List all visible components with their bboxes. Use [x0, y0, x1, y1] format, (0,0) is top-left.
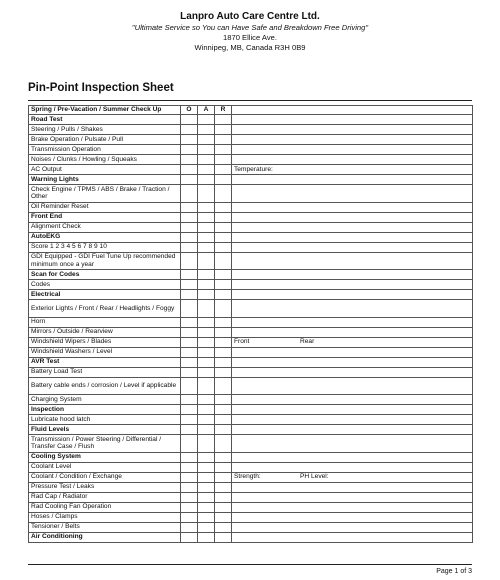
note-label: PH Level: [300, 473, 329, 481]
section-label: Warning Lights [29, 175, 181, 185]
item-label: Exterior Lights / Front / Rear / Headlights / Foggy [29, 300, 181, 318]
notes-cell[interactable] [232, 357, 473, 367]
check-cell-o[interactable] [181, 222, 198, 232]
check-cell-a[interactable] [198, 492, 215, 502]
note-label: Front [234, 338, 250, 346]
notes-cell[interactable] [232, 367, 473, 377]
section-row [29, 357, 473, 367]
check-cell-r[interactable] [215, 145, 232, 155]
notes-cell[interactable] [232, 492, 473, 502]
page-number: Page 1 of 3 [436, 568, 472, 575]
inspection-table [28, 105, 473, 543]
item-label: Charging System [29, 395, 181, 405]
notes-cell[interactable] [232, 242, 473, 252]
check-cell-a[interactable] [198, 202, 215, 212]
company-name: Lanpro Auto Care Centre Ltd. [180, 11, 320, 22]
note-label: Temperature: [234, 165, 273, 173]
notes-cell[interactable] [232, 232, 473, 242]
item-label: Codes [29, 280, 181, 290]
item-label: Windshield Wipers / Blades [29, 337, 181, 347]
check-cell-r[interactable] [215, 175, 232, 185]
check-cell-a[interactable] [198, 135, 215, 145]
check-cell-a[interactable] [198, 115, 215, 125]
item-label: Oil Reminder Reset [29, 202, 181, 212]
section-row [29, 532, 473, 542]
column-header-a: A [198, 106, 215, 115]
item-label: GDI Equipped - GDI Fuel Tune Up recommended minimum once a year [29, 252, 181, 270]
check-cell-a[interactable] [198, 512, 215, 522]
section-row [29, 405, 473, 415]
column-header-o: O [181, 106, 198, 115]
check-cell-a[interactable] [198, 472, 215, 482]
check-cell-a[interactable] [198, 337, 215, 347]
check-cell-r[interactable] [215, 222, 232, 232]
section-label: Scan for Codes [29, 270, 181, 280]
check-cell-r[interactable] [215, 125, 232, 135]
item-label: Coolant Level [29, 462, 181, 472]
check-cell-o[interactable] [181, 522, 198, 532]
notes-cell[interactable] [232, 462, 473, 472]
check-cell-r[interactable] [215, 395, 232, 405]
check-cell-a[interactable] [198, 252, 215, 270]
check-cell-o[interactable] [181, 165, 198, 175]
table-row [29, 472, 473, 482]
inspection-table-body [29, 115, 473, 543]
section-row [29, 452, 473, 462]
section-label: Fluid Levels [29, 425, 181, 435]
check-cell-o[interactable] [181, 212, 198, 222]
notes-cell[interactable] [232, 327, 473, 337]
item-label: Hoses / Clamps [29, 512, 181, 522]
item-label: Score 1 2 3 4 5 6 7 8 9 10 [29, 242, 181, 252]
check-cell-o[interactable] [181, 135, 198, 145]
notes-cell[interactable] [232, 472, 473, 482]
check-cell-r[interactable] [215, 270, 232, 280]
notes-cell[interactable] [232, 337, 473, 347]
item-label: Mirrors / Outside / Rearview [29, 327, 181, 337]
check-cell-o[interactable] [181, 185, 198, 203]
table-row [29, 462, 473, 472]
check-cell-r[interactable] [215, 472, 232, 482]
section-label: AutoEKG [29, 232, 181, 242]
table-row [29, 165, 473, 175]
column-header-item: Spring / Pre-Vacation / Summer Check Up [29, 106, 181, 115]
check-cell-a[interactable] [198, 377, 215, 395]
check-cell-r[interactable] [215, 532, 232, 542]
check-cell-a[interactable] [198, 165, 215, 175]
section-label: Electrical [29, 290, 181, 300]
check-cell-a[interactable] [198, 347, 215, 357]
check-cell-r[interactable] [215, 435, 232, 453]
check-cell-r[interactable] [215, 502, 232, 512]
check-cell-o[interactable] [181, 337, 198, 347]
check-cell-a[interactable] [198, 532, 215, 542]
check-cell-r[interactable] [215, 242, 232, 252]
check-cell-o[interactable] [181, 532, 198, 542]
notes-cell[interactable] [232, 482, 473, 492]
item-label: Lubricate hood latch [29, 415, 181, 425]
check-cell-r[interactable] [215, 522, 232, 532]
check-cell-o[interactable] [181, 377, 198, 395]
sheet-title: Pin-Point Inspection Sheet [28, 82, 174, 94]
check-cell-r[interactable] [215, 290, 232, 300]
check-cell-a[interactable] [198, 185, 215, 203]
check-cell-o[interactable] [181, 435, 198, 453]
check-cell-o[interactable] [181, 252, 198, 270]
check-cell-r[interactable] [215, 347, 232, 357]
check-cell-a[interactable] [198, 175, 215, 185]
item-label: Horn [29, 317, 181, 327]
check-cell-r[interactable] [215, 405, 232, 415]
notes-cell[interactable] [232, 377, 473, 395]
table-row [29, 512, 473, 522]
item-label: Steering / Pulls / Shakes [29, 125, 181, 135]
section-row [29, 232, 473, 242]
check-cell-a[interactable] [198, 212, 215, 222]
check-cell-a[interactable] [198, 435, 215, 453]
table-row [29, 482, 473, 492]
item-label: Coolant / Condition / Exchange [29, 472, 181, 482]
item-label: Check Engine / TPMS / ABS / Brake / Traction / Other [29, 185, 181, 203]
item-label: Battery cable ends / corrosion / Level if applicable [29, 377, 181, 395]
notes-cell[interactable] [232, 145, 473, 155]
notes-cell[interactable] [232, 175, 473, 185]
check-cell-o[interactable] [181, 280, 198, 290]
table-header-row [29, 106, 473, 115]
section-label: Air Conditioning [29, 532, 181, 542]
check-cell-o[interactable] [181, 367, 198, 377]
notes-cell[interactable] [232, 452, 473, 462]
table-row [29, 202, 473, 212]
table-row [29, 185, 473, 203]
notes-cell[interactable] [232, 185, 473, 203]
notes-cell[interactable] [232, 317, 473, 327]
notes-cell[interactable] [232, 212, 473, 222]
table-row [29, 502, 473, 512]
check-cell-a[interactable] [198, 145, 215, 155]
check-cell-a[interactable] [198, 462, 215, 472]
item-label: Tensioner / Belts [29, 522, 181, 532]
check-cell-o[interactable] [181, 155, 198, 165]
notes-cell[interactable] [232, 270, 473, 280]
check-cell-o[interactable] [181, 327, 198, 337]
item-label: Pressure Test / Leaks [29, 482, 181, 492]
check-cell-r[interactable] [215, 377, 232, 395]
check-cell-r[interactable] [215, 165, 232, 175]
check-cell-a[interactable] [198, 415, 215, 425]
notes-cell[interactable] [232, 435, 473, 453]
check-cell-a[interactable] [198, 405, 215, 415]
check-cell-r[interactable] [215, 492, 232, 502]
check-cell-o[interactable] [181, 472, 198, 482]
notes-cell[interactable] [232, 280, 473, 290]
notes-cell[interactable] [232, 155, 473, 165]
check-cell-r[interactable] [215, 357, 232, 367]
section-label: Inspection [29, 405, 181, 415]
notes-cell[interactable] [232, 202, 473, 212]
check-cell-r[interactable] [215, 185, 232, 203]
check-cell-o[interactable] [181, 290, 198, 300]
check-cell-o[interactable] [181, 125, 198, 135]
check-cell-r[interactable] [215, 327, 232, 337]
check-cell-r[interactable] [215, 280, 232, 290]
item-label: Battery Load Test [29, 367, 181, 377]
check-cell-r[interactable] [215, 462, 232, 472]
table-row [29, 492, 473, 502]
section-row [29, 175, 473, 185]
check-cell-a[interactable] [198, 280, 215, 290]
item-label: Noises / Clunks / Howling / Squeaks [29, 155, 181, 165]
check-cell-r[interactable] [215, 367, 232, 377]
section-label: Front End [29, 212, 181, 222]
check-cell-a[interactable] [198, 395, 215, 405]
check-cell-o[interactable] [181, 300, 198, 318]
item-label: Rad Cap / Radiator [29, 492, 181, 502]
note-label: Rear [300, 338, 315, 346]
section-label: Road Test [29, 115, 181, 125]
check-cell-a[interactable] [198, 502, 215, 512]
notes-cell[interactable] [232, 532, 473, 542]
item-label: Rad Cooling Fan Operation [29, 502, 181, 512]
section-row [29, 212, 473, 222]
table-row [29, 145, 473, 155]
check-cell-a[interactable] [198, 452, 215, 462]
section-row [29, 290, 473, 300]
notes-cell[interactable] [232, 115, 473, 125]
section-row [29, 270, 473, 280]
notes-cell[interactable] [232, 425, 473, 435]
check-cell-a[interactable] [198, 357, 215, 367]
check-cell-o[interactable] [181, 492, 198, 502]
check-cell-r[interactable] [215, 135, 232, 145]
table-row [29, 242, 473, 252]
check-cell-o[interactable] [181, 175, 198, 185]
table-row [29, 377, 473, 395]
check-cell-r[interactable] [215, 425, 232, 435]
table-row [29, 347, 473, 357]
table-row [29, 300, 473, 318]
notes-cell[interactable] [232, 502, 473, 512]
check-cell-r[interactable] [215, 415, 232, 425]
section-label: AVR Test [29, 357, 181, 367]
check-cell-a[interactable] [198, 125, 215, 135]
check-cell-o[interactable] [181, 405, 198, 415]
check-cell-o[interactable] [181, 425, 198, 435]
check-cell-r[interactable] [215, 202, 232, 212]
check-cell-r[interactable] [215, 212, 232, 222]
section-label: Cooling System [29, 452, 181, 462]
notes-cell[interactable] [232, 300, 473, 318]
notes-cell[interactable] [232, 415, 473, 425]
check-cell-o[interactable] [181, 395, 198, 405]
check-cell-r[interactable] [215, 300, 232, 318]
check-cell-o[interactable] [181, 415, 198, 425]
check-cell-r[interactable] [215, 115, 232, 125]
table-row [29, 317, 473, 327]
table-row [29, 280, 473, 290]
check-cell-o[interactable] [181, 317, 198, 327]
footer-rule [28, 564, 472, 565]
item-label: Alignment Check [29, 222, 181, 232]
check-cell-o[interactable] [181, 512, 198, 522]
check-cell-o[interactable] [181, 202, 198, 212]
check-cell-a[interactable] [198, 222, 215, 232]
check-cell-o[interactable] [181, 452, 198, 462]
section-row [29, 425, 473, 435]
table-row [29, 522, 473, 532]
section-row [29, 115, 473, 125]
check-cell-a[interactable] [198, 482, 215, 492]
note-label: Strength: [234, 473, 261, 481]
check-cell-r[interactable] [215, 512, 232, 522]
check-cell-o[interactable] [181, 347, 198, 357]
notes-cell[interactable] [232, 252, 473, 270]
check-cell-o[interactable] [181, 482, 198, 492]
company-header [0, 10, 500, 53]
table-row [29, 435, 473, 453]
company-tagline: "Ultimate Service so You can Have Safe and Breakdown Free Driving" [131, 23, 369, 32]
item-label: Windshield Washers / Level [29, 347, 181, 357]
check-cell-r[interactable] [215, 337, 232, 347]
check-cell-a[interactable] [198, 367, 215, 377]
table-row [29, 415, 473, 425]
item-label: Transmission / Power Steering / Differential / Transfer Case / Flush [29, 435, 181, 453]
notes-cell[interactable] [232, 135, 473, 145]
check-cell-r[interactable] [215, 317, 232, 327]
check-cell-o[interactable] [181, 502, 198, 512]
check-cell-a[interactable] [198, 425, 215, 435]
column-header-notes [232, 106, 473, 115]
check-cell-o[interactable] [181, 357, 198, 367]
check-cell-r[interactable] [215, 482, 232, 492]
company-street: 1870 Ellice Ave. [223, 33, 277, 42]
check-cell-a[interactable] [198, 317, 215, 327]
notes-cell[interactable] [232, 512, 473, 522]
notes-cell[interactable] [232, 395, 473, 405]
check-cell-o[interactable] [181, 462, 198, 472]
column-header-r: R [215, 106, 232, 115]
notes-cell[interactable] [232, 222, 473, 232]
check-cell-a[interactable] [198, 290, 215, 300]
check-cell-o[interactable] [181, 145, 198, 155]
check-cell-a[interactable] [198, 242, 215, 252]
table-row [29, 222, 473, 232]
check-cell-o[interactable] [181, 115, 198, 125]
notes-cell[interactable] [232, 347, 473, 357]
table-row [29, 395, 473, 405]
table-row [29, 125, 473, 135]
notes-cell[interactable] [232, 165, 473, 175]
title-rule [28, 100, 472, 101]
check-cell-o[interactable] [181, 232, 198, 242]
check-cell-a[interactable] [198, 270, 215, 280]
check-cell-a[interactable] [198, 327, 215, 337]
check-cell-a[interactable] [198, 232, 215, 242]
item-label: Brake Operation / Pulsate / Pull [29, 135, 181, 145]
table-row [29, 337, 473, 347]
table-row [29, 327, 473, 337]
item-label: Transmission Operation [29, 145, 181, 155]
table-row [29, 252, 473, 270]
company-city: Winnipeg, MB, Canada R3H 0B9 [194, 43, 306, 52]
check-cell-o[interactable] [181, 242, 198, 252]
check-cell-a[interactable] [198, 300, 215, 318]
notes-cell[interactable] [232, 522, 473, 532]
table-row [29, 367, 473, 377]
notes-cell[interactable] [232, 290, 473, 300]
table-row [29, 135, 473, 145]
check-cell-r[interactable] [215, 252, 232, 270]
check-cell-a[interactable] [198, 155, 215, 165]
check-cell-o[interactable] [181, 270, 198, 280]
item-label: AC Output [29, 165, 181, 175]
table-row [29, 155, 473, 165]
check-cell-r[interactable] [215, 155, 232, 165]
notes-cell[interactable] [232, 405, 473, 415]
check-cell-r[interactable] [215, 232, 232, 242]
notes-cell[interactable] [232, 125, 473, 135]
check-cell-r[interactable] [215, 452, 232, 462]
check-cell-a[interactable] [198, 522, 215, 532]
